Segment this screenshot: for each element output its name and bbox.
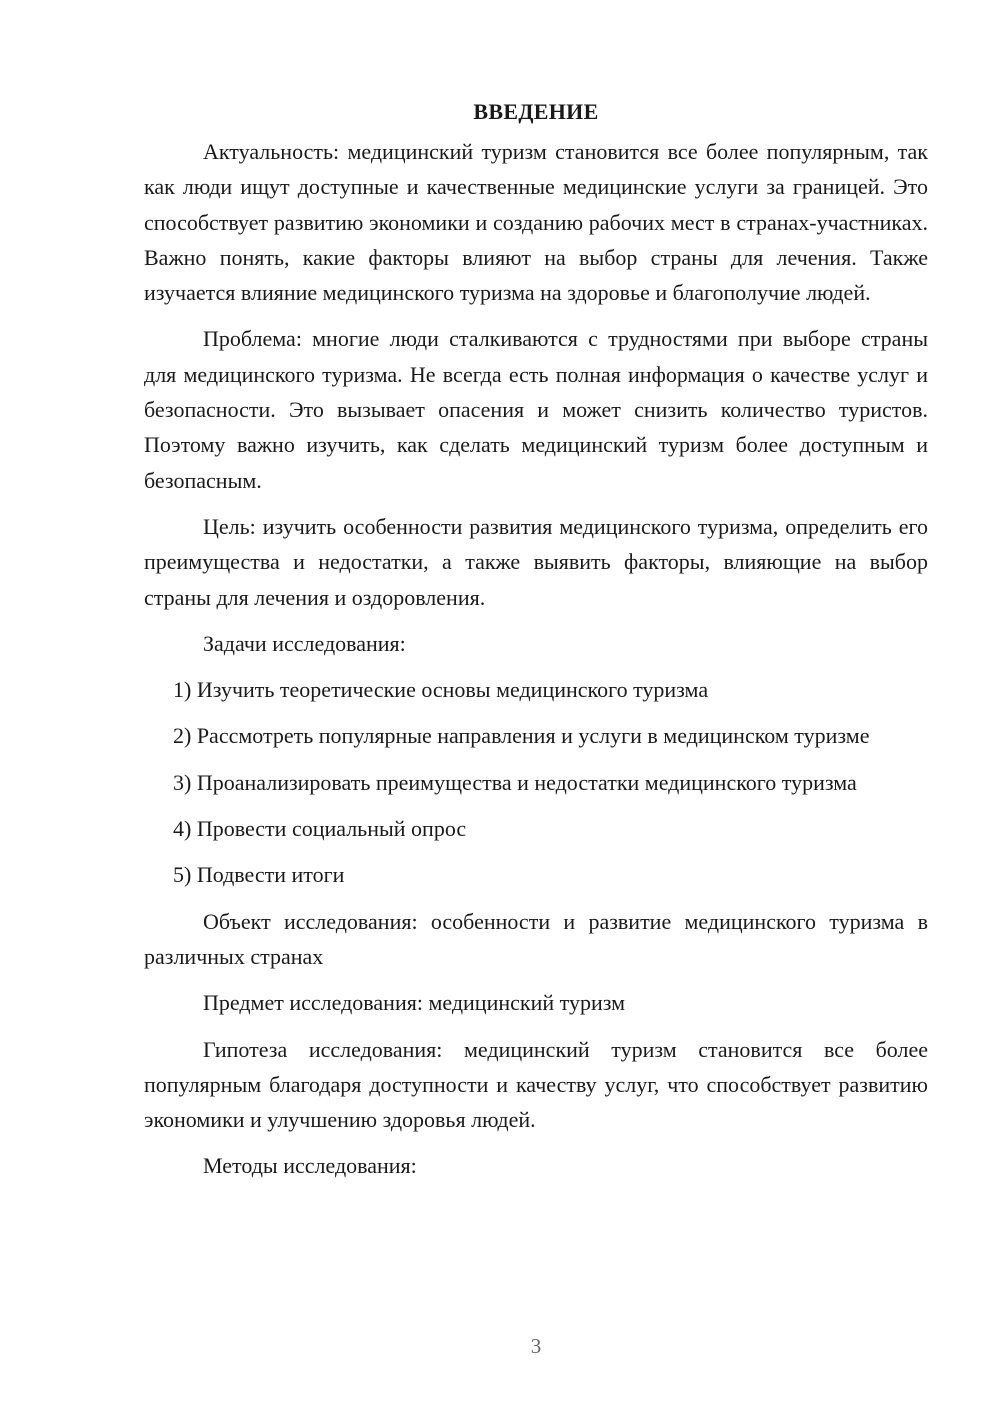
task-item: 5) Подвести итоги — [173, 862, 345, 888]
paragraph-relevance: Актуальность: медицинский туризм становится все более популярным, так как люди ищут доступные и качественные медицинские услуги за границей. Это способствует развитию экономики и созданию рабочих мест в странах-участниках. Важно понять, какие факторы влияют на выбор страны для лечения. Также изучается влияние медицинского туризма на здоровье и благополучие людей. — [144, 139, 928, 306]
tasks-list — [144, 672, 928, 892]
paragraph-goal: Цель: изучить особенности развития медицинского туризма, определить его преимущества и недостатки, а также выявить факторы, влияющие на выбор страны для лечения и оздоровления. — [144, 513, 928, 610]
task-item: 2) Рассмотреть популярные направления и услуги в медицинском туризме — [173, 723, 870, 749]
tasks-heading: Задачи исследования: — [203, 630, 406, 656]
paragraph-problem: Проблема: многие люди сталкиваются с трудностями при выборе страны для медицинского туризма. Не всегда есть полная информация о качестве услуг и безопасности. Это вызывает опасения и может снизить количество туристов. Поэтому важно изучить, как сделать медицинский туризм более доступным и безопасным. — [144, 326, 928, 493]
task-item: 1) Изучить теоретические основы медицинского туризма — [173, 677, 709, 703]
paragraph-subject: Предмет исследования: медицинский туризм — [203, 990, 626, 1016]
section-title: ВВЕДЕНИЕ — [473, 99, 599, 124]
paragraph-hypothesis: Гипотеза исследования: медицинский туризм становится все более популярным благодаря доступности и качеству услуг, что способствует развитию экономики и улучшению здоровья людей. — [144, 1036, 928, 1133]
paragraph-object: Объект исследования: особенности и развитие медицинского туризма в различных странах — [144, 908, 928, 969]
page-number: 3 — [530, 1334, 542, 1358]
document-page — [144, 94, 928, 1184]
task-item: 4) Провести социальный опрос — [173, 816, 467, 842]
task-item: 3) Проанализировать преимущества и недостатки медицинского туризма — [173, 769, 857, 795]
methods-heading: Методы исследования: — [203, 1153, 417, 1179]
